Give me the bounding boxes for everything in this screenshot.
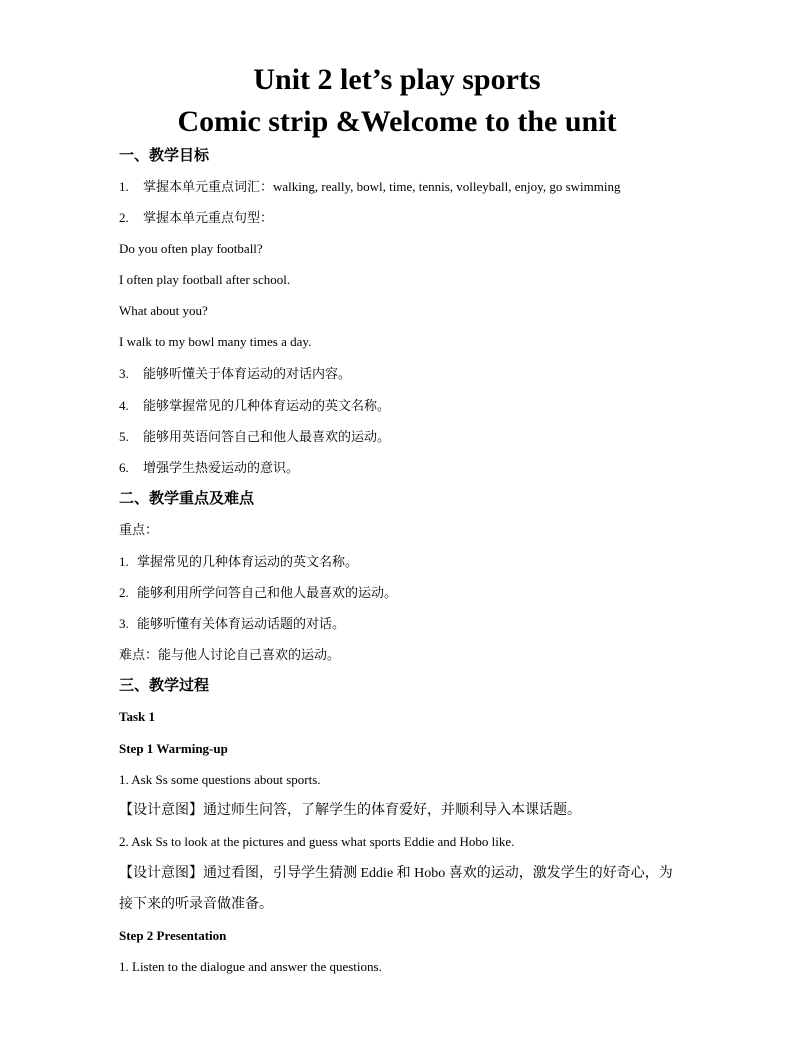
sentence-pattern-1: Do you often play football? [119, 241, 263, 256]
step-1-heading: Step 1 Warming-up [119, 741, 228, 756]
objective-item-5 [119, 428, 390, 446]
item-text: 能够听懂关于体育运动的对话内容。 [143, 366, 352, 381]
item-number: 6. [119, 460, 129, 475]
item-text: 掌握本单元重点句型： [143, 210, 274, 225]
item-number: 3. [119, 366, 129, 381]
objective-item-2 [119, 209, 273, 227]
key-points-label: 重点： [119, 522, 159, 537]
objective-item-3 [119, 365, 351, 383]
section-heading-objectives: 一、教学目标 [119, 148, 210, 164]
design-intent-2-line-2: 接下来的听录音做准备。 [119, 897, 273, 912]
item-number: 2. [119, 585, 129, 600]
sentence-pattern-4: I walk to my bowl many times a day. [119, 334, 312, 349]
sentence-pattern-3: What about you? [119, 303, 208, 318]
document-title: Unit 2 let’s play sports [253, 63, 541, 96]
design-intent-2-line-1: 【设计意图】通过看图，引导学生猜测 Eddie 和 Hobo 喜欢的运动，激发学生的好奇心，为 [119, 866, 673, 881]
step-2-item-1: 1. Listen to the dialogue and answer the questions. [119, 959, 382, 974]
step-1-item-2: 2. Ask Ss to look at the pictures and guess what sports Eddie and Hobo like. [119, 834, 515, 849]
item-text: 增强学生热爱运动的意识。 [143, 460, 300, 475]
section-heading-key-points: 二、教学重点及难点 [119, 491, 255, 507]
item-number: 2. [119, 210, 129, 225]
objective-item-1 [119, 178, 620, 196]
item-text: 掌握本单元重点词汇：walking, really, bowl, time, tennis, volleyball, enjoy, go swimming [143, 179, 621, 194]
item-number: 1. [119, 554, 129, 569]
item-number: 4. [119, 398, 129, 413]
item-text: 掌握常见的几种体育运动的英文名称。 [137, 554, 359, 569]
item-number: 1. [119, 179, 129, 194]
difficult-point: 难点：能与他人讨论自己喜欢的运动。 [119, 647, 341, 662]
document-subtitle: Comic strip &Welcome to the unit [177, 105, 617, 138]
step-1-item-1: 1. Ask Ss some questions about sports. [119, 772, 321, 787]
key-point-item-3 [119, 615, 345, 633]
item-text: 能够听懂有关体育运动话题的对话。 [137, 616, 346, 631]
objective-item-6 [119, 459, 299, 477]
design-intent-1: 【设计意图】通过师生问答，了解学生的体育爱好，并顺利导入本课话题。 [119, 803, 581, 818]
key-point-item-1 [119, 553, 358, 571]
item-text: 能够用英语问答自己和他人最喜欢的运动。 [143, 429, 391, 444]
objective-item-4 [119, 397, 390, 415]
item-text: 能够利用所学问答自己和他人最喜欢的运动。 [137, 585, 398, 600]
section-heading-process: 三、教学过程 [119, 678, 210, 694]
item-number: 5. [119, 429, 129, 444]
sentence-pattern-2: I often play football after school. [119, 272, 291, 287]
key-point-item-2 [119, 584, 397, 602]
item-text: 能够掌握常见的几种体育运动的英文名称。 [143, 398, 391, 413]
task-label: Task 1 [119, 709, 156, 724]
step-2-heading: Step 2 Presentation [119, 928, 227, 943]
item-number: 3. [119, 616, 129, 631]
